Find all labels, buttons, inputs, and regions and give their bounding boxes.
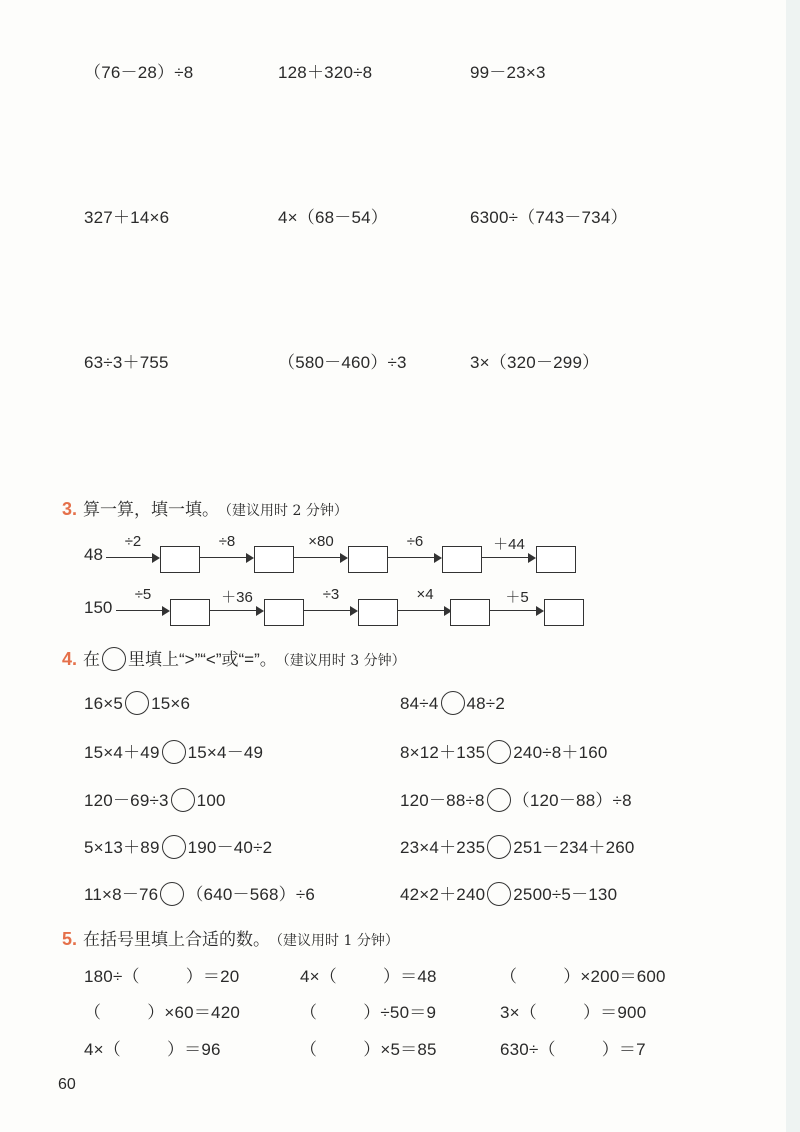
compare-left: 120－69÷3 bbox=[84, 791, 169, 810]
arrow-operation: ÷8 bbox=[218, 533, 236, 550]
arrow-icon bbox=[490, 586, 544, 626]
calc-expression: 99－23×3 bbox=[470, 63, 546, 82]
fill-blank-item bbox=[500, 962, 666, 987]
compare-item bbox=[400, 691, 505, 715]
section-title-text: 在 bbox=[83, 650, 101, 669]
answer-circle[interactable] bbox=[487, 788, 511, 812]
fill-blank-item bbox=[84, 962, 239, 987]
time-hint: （建议用时 1 分钟） bbox=[276, 933, 399, 949]
compare-item bbox=[84, 738, 263, 764]
fill-blank-item bbox=[300, 998, 436, 1023]
calc-expression: 128＋320÷8 bbox=[278, 63, 373, 82]
calc-expression: 4×（68－54） bbox=[278, 208, 389, 227]
calc-expression: 3×（320－299） bbox=[470, 353, 600, 372]
calc-expression: 63÷3＋755 bbox=[84, 353, 169, 372]
compare-item bbox=[84, 880, 315, 906]
page-edge bbox=[786, 0, 800, 1132]
answer-box[interactable] bbox=[348, 546, 388, 573]
arrow-icon bbox=[388, 533, 442, 573]
answer-circle[interactable] bbox=[160, 882, 184, 906]
answer-circle[interactable] bbox=[441, 691, 465, 715]
arrow-operation: ＋36 bbox=[221, 589, 253, 606]
blank-suffix: ）×60＝420 bbox=[147, 1003, 241, 1022]
compare-right: 15×6 bbox=[151, 694, 191, 713]
section-number: 4. bbox=[62, 649, 78, 669]
answer-box[interactable] bbox=[170, 599, 210, 626]
fill-blank-item bbox=[300, 1035, 437, 1060]
time-hint: （建议用时 2 分钟） bbox=[225, 503, 348, 519]
compare-right: 100 bbox=[196, 791, 226, 810]
arrow-operation: ÷2 bbox=[124, 533, 142, 550]
compare-left: 120－88÷8 bbox=[400, 791, 485, 810]
answer-circle[interactable] bbox=[162, 835, 186, 859]
section-title-text: 算一算，填一填。 bbox=[83, 500, 220, 519]
blank-suffix: ）×200＝600 bbox=[563, 967, 666, 986]
answer-box[interactable] bbox=[254, 546, 294, 573]
arrow-icon bbox=[304, 586, 358, 626]
compare-item bbox=[400, 833, 635, 859]
blank-suffix: ）＝900 bbox=[582, 1003, 647, 1022]
answer-box[interactable] bbox=[442, 546, 482, 573]
arrow-icon bbox=[116, 586, 170, 626]
arrow-icon bbox=[200, 533, 254, 573]
chain-start-number: 48 bbox=[84, 545, 103, 564]
chain-start-number: 150 bbox=[84, 598, 113, 617]
compare-right: 240÷8＋160 bbox=[513, 743, 608, 762]
arrow-operation: ×4 bbox=[416, 586, 434, 603]
blank-prefix: 4×（ bbox=[300, 967, 337, 986]
answer-box[interactable] bbox=[358, 599, 398, 626]
arrow-icon bbox=[294, 533, 348, 573]
section-4-title bbox=[62, 645, 406, 671]
arrow-operation: ÷6 bbox=[406, 533, 424, 550]
compare-item bbox=[84, 786, 226, 812]
blank-suffix: ）＝7 bbox=[601, 1040, 646, 1059]
section-number: 5. bbox=[62, 929, 78, 949]
calc-expression: 6300÷（743－734） bbox=[470, 208, 628, 227]
compare-left: 5×13＋89 bbox=[84, 838, 160, 857]
answer-circle[interactable] bbox=[487, 835, 511, 859]
blank-prefix: （ bbox=[84, 1003, 102, 1022]
answer-circle[interactable] bbox=[162, 740, 186, 764]
blank-prefix: （ bbox=[300, 1040, 318, 1059]
compare-left: 42×2＋240 bbox=[400, 885, 486, 904]
compare-item bbox=[400, 738, 608, 764]
arrow-operation: ＋5 bbox=[505, 589, 529, 606]
arrow-icon bbox=[398, 586, 452, 626]
answer-circle[interactable] bbox=[171, 788, 195, 812]
blank-suffix: ）＝48 bbox=[382, 967, 437, 986]
compare-left: 84÷4 bbox=[400, 694, 439, 713]
arrow-operation: ÷5 bbox=[134, 586, 152, 603]
compare-right: （640－568）÷6 bbox=[186, 885, 316, 904]
answer-box[interactable] bbox=[544, 599, 584, 626]
compare-item bbox=[400, 786, 632, 812]
compare-left: 15×4＋49 bbox=[84, 743, 160, 762]
blank-prefix: 630÷（ bbox=[500, 1040, 556, 1059]
section-5-title bbox=[62, 925, 399, 950]
compare-left: 23×4＋235 bbox=[400, 838, 486, 857]
circle-icon bbox=[102, 647, 126, 671]
blank-suffix: ）÷50＝9 bbox=[363, 1003, 437, 1022]
calc-expression: （580－460）÷3 bbox=[278, 353, 407, 372]
time-hint: （建议用时 3 分钟） bbox=[282, 653, 406, 669]
operation-chain-2 bbox=[84, 586, 604, 626]
compare-left: 11×8－76 bbox=[84, 885, 159, 904]
arrow-icon bbox=[106, 533, 160, 573]
blank-prefix: （ bbox=[500, 967, 518, 986]
compare-right: 251－234＋260 bbox=[513, 838, 635, 857]
answer-box[interactable] bbox=[450, 599, 490, 626]
blank-prefix: 3×（ bbox=[500, 1003, 537, 1022]
section-title-text: 在括号里填上合适的数。 bbox=[83, 930, 271, 949]
compare-item bbox=[84, 691, 190, 715]
calc-expression: 327＋14×6 bbox=[84, 208, 170, 227]
calc-expression: （76－28）÷8 bbox=[84, 63, 194, 82]
blank-prefix: （ bbox=[300, 1003, 318, 1022]
blank-prefix: 4×（ bbox=[84, 1040, 121, 1059]
compare-right: （120－88）÷8 bbox=[512, 791, 632, 810]
arrow-icon bbox=[210, 586, 264, 626]
fill-blank-item bbox=[300, 962, 437, 987]
compare-right: 48÷2 bbox=[466, 694, 505, 713]
operation-chain-1 bbox=[84, 533, 584, 573]
answer-box[interactable] bbox=[536, 546, 576, 573]
arrow-operation: ＋44 bbox=[493, 536, 525, 553]
blank-suffix: ）＝96 bbox=[166, 1040, 221, 1059]
blank-suffix: ）×5＝85 bbox=[363, 1040, 437, 1059]
page-number: 60 bbox=[58, 1076, 76, 1093]
section-title-text: 里填上“>”“<”或“=”。 bbox=[128, 650, 277, 669]
section-number: 3. bbox=[62, 499, 78, 519]
fill-blank-item bbox=[500, 998, 646, 1023]
arrow-operation: ×80 bbox=[308, 533, 334, 550]
answer-circle[interactable] bbox=[487, 740, 511, 764]
compare-right: 2500÷5－130 bbox=[513, 885, 618, 904]
section-3-title bbox=[62, 495, 348, 520]
compare-left: 16×5 bbox=[84, 694, 124, 713]
fill-blank-item bbox=[84, 1035, 221, 1060]
arrow-icon bbox=[482, 533, 536, 573]
compare-item bbox=[400, 880, 617, 906]
blank-prefix: 180÷（ bbox=[84, 967, 140, 986]
compare-right: 190－40÷2 bbox=[187, 838, 273, 857]
arrow-operation: ÷3 bbox=[322, 586, 340, 603]
compare-item bbox=[84, 833, 272, 859]
fill-blank-item bbox=[84, 998, 240, 1023]
compare-left: 8×12＋135 bbox=[400, 743, 486, 762]
answer-circle[interactable] bbox=[125, 691, 149, 715]
answer-box[interactable] bbox=[264, 599, 304, 626]
blank-suffix: ）＝20 bbox=[185, 967, 240, 986]
compare-right: 15×4－49 bbox=[187, 743, 264, 762]
answer-box[interactable] bbox=[160, 546, 200, 573]
answer-circle[interactable] bbox=[487, 882, 511, 906]
fill-blank-item bbox=[500, 1035, 646, 1060]
